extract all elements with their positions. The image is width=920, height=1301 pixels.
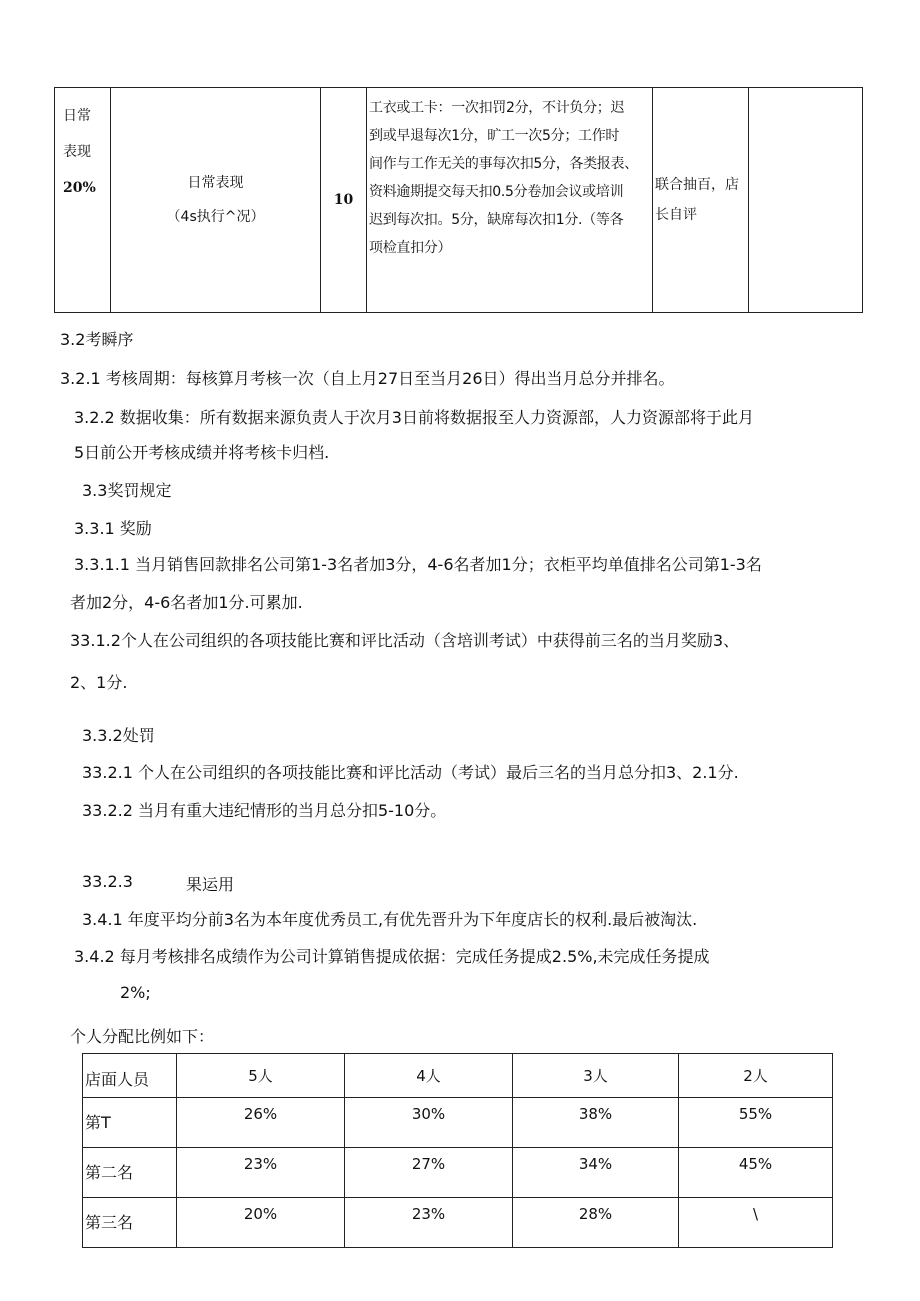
section-3-3-2-heading: 3.3.2处罚 bbox=[82, 726, 155, 745]
table-row bbox=[83, 1198, 833, 1248]
ratio-cell: 34% bbox=[513, 1148, 679, 1198]
paragraph-3-3-2-2: 33.2.2 当月有重大违纪情形的当月总分扣5-10分。 bbox=[82, 801, 447, 820]
ratio-cell: 26% bbox=[177, 1098, 345, 1148]
ratio-cell: 45% bbox=[679, 1148, 833, 1198]
paragraph-3-3-1-2-line1: 33.1.2个人在公司组织的各项技能比赛和评比活动（含培训考试）中获得前三名的当月奖励3、 bbox=[70, 631, 740, 650]
ratio-cell: 28% bbox=[513, 1198, 679, 1248]
evaluator-line2: 长自评 bbox=[655, 207, 697, 223]
paragraph-3-4-2-line2: 2%; bbox=[120, 983, 151, 1002]
evaluator-cell bbox=[653, 88, 749, 313]
standard-line: 间作与工作无关的事每次扣5分，各类报表、 bbox=[369, 156, 638, 172]
section-3-2-heading: 3.2考瞬序 bbox=[60, 330, 134, 349]
standard-line: 资料逾期提交每天扣0.5分卷加会议或培训 bbox=[369, 184, 624, 200]
ratio-intro: 个人分配比例如下： bbox=[70, 1027, 215, 1046]
category-cell bbox=[55, 88, 111, 313]
section-3-3-heading: 3.3奖罚规定 bbox=[82, 481, 172, 500]
ratio-cell: 38% bbox=[513, 1098, 679, 1148]
paragraph-3-4-1: 3.4.1 年度平均分前3名为本年度优秀员工,有优先晋升为下年度店长的权利.最后被淘汰. bbox=[82, 910, 698, 929]
category-line1: 日常 bbox=[63, 108, 91, 124]
standard-line: 迟到每次扣。5分，缺席每次扣1分.（等各 bbox=[369, 212, 624, 228]
paragraph-3-2-1: 3.2.1 考核周期：每核算月考核一次（自上月27日至当月26日）得出当月总分并排名。 bbox=[60, 369, 675, 388]
table-row bbox=[83, 1148, 833, 1198]
paragraph-3-4-2-line1: 3.4.2 每月考核排名成绩作为公司计算销售提成依据：完成任务提成2.5%,未完成任务提成 bbox=[74, 947, 710, 966]
rank-cell: 第T bbox=[83, 1098, 177, 1148]
header-cell: 5人 bbox=[177, 1054, 345, 1098]
paragraph-3-3-2-3-text: 果运用 bbox=[186, 875, 235, 894]
section-3-3-1-heading: 3.3.1 奖励 bbox=[74, 519, 152, 538]
header-cell: 3人 bbox=[513, 1054, 679, 1098]
ratio-cell: 23% bbox=[345, 1198, 513, 1248]
ratio-table bbox=[82, 1053, 833, 1248]
standard-line: 项检直扣分） bbox=[369, 240, 452, 256]
empty-cell bbox=[749, 88, 863, 313]
header-cell: 4人 bbox=[345, 1054, 513, 1098]
ratio-cell: 23% bbox=[177, 1148, 345, 1198]
paragraph-3-3-1-1-line2: 者加2分，4-6名者加1分.可累加. bbox=[70, 593, 303, 612]
category-weight: 20% bbox=[63, 180, 96, 196]
rank-cell: 第二名 bbox=[83, 1148, 177, 1198]
ratio-cell: \ bbox=[679, 1198, 833, 1248]
paragraph-3-2-2-line2: 5日前公开考核成绩并将考核卡归档. bbox=[74, 443, 330, 462]
standard-line: 工衣或工卡：一次扣罚2分，不计负分；迟 bbox=[369, 100, 625, 116]
ratio-cell: 27% bbox=[345, 1148, 513, 1198]
ratio-cell: 55% bbox=[679, 1098, 833, 1148]
table-header-row bbox=[83, 1054, 833, 1098]
header-cell: 2人 bbox=[679, 1054, 833, 1098]
paragraph-3-3-1-1-line1: 3.3.1.1 当月销售回款排名公司第1-3名者加3分，4-6名者加1分；衣柜平均单值排名公司第1-3名 bbox=[74, 555, 762, 574]
paragraph-3-3-2-1: 33.2.1 个人在公司组织的各项技能比赛和评比活动（考试）最后三名的当月总分扣3、2.1分. bbox=[82, 763, 739, 782]
score-cell: 10 bbox=[321, 88, 367, 313]
evaluator-line1: 联合抽百，店 bbox=[655, 177, 739, 193]
ratio-cell: 20% bbox=[177, 1198, 345, 1248]
paragraph-3-3-1-2-line2: 2、1分. bbox=[70, 673, 128, 692]
table-row bbox=[55, 88, 863, 313]
paragraph-3-3-2-3-number: 33.2.3 bbox=[82, 872, 133, 891]
standard-cell bbox=[367, 88, 653, 313]
standard-line: 到或早退每次1分，旷工一次5分；工作时 bbox=[369, 128, 620, 144]
item-note: （4s执行^况） bbox=[166, 209, 265, 225]
rank-cell: 第三名 bbox=[83, 1198, 177, 1248]
paragraph-3-2-2-line1: 3.2.2 数据收集：所有数据来源负责人于次月3日前将数据报至人力资源部，人力资源部将于此月 bbox=[74, 408, 754, 427]
table-row bbox=[83, 1098, 833, 1148]
category-line2: 表现 bbox=[63, 144, 91, 160]
evaluation-table bbox=[54, 87, 863, 313]
item-cell bbox=[111, 88, 321, 313]
ratio-cell: 30% bbox=[345, 1098, 513, 1148]
item-name: 日常表现 bbox=[187, 175, 244, 191]
header-cell: 店面人员 bbox=[83, 1054, 177, 1098]
